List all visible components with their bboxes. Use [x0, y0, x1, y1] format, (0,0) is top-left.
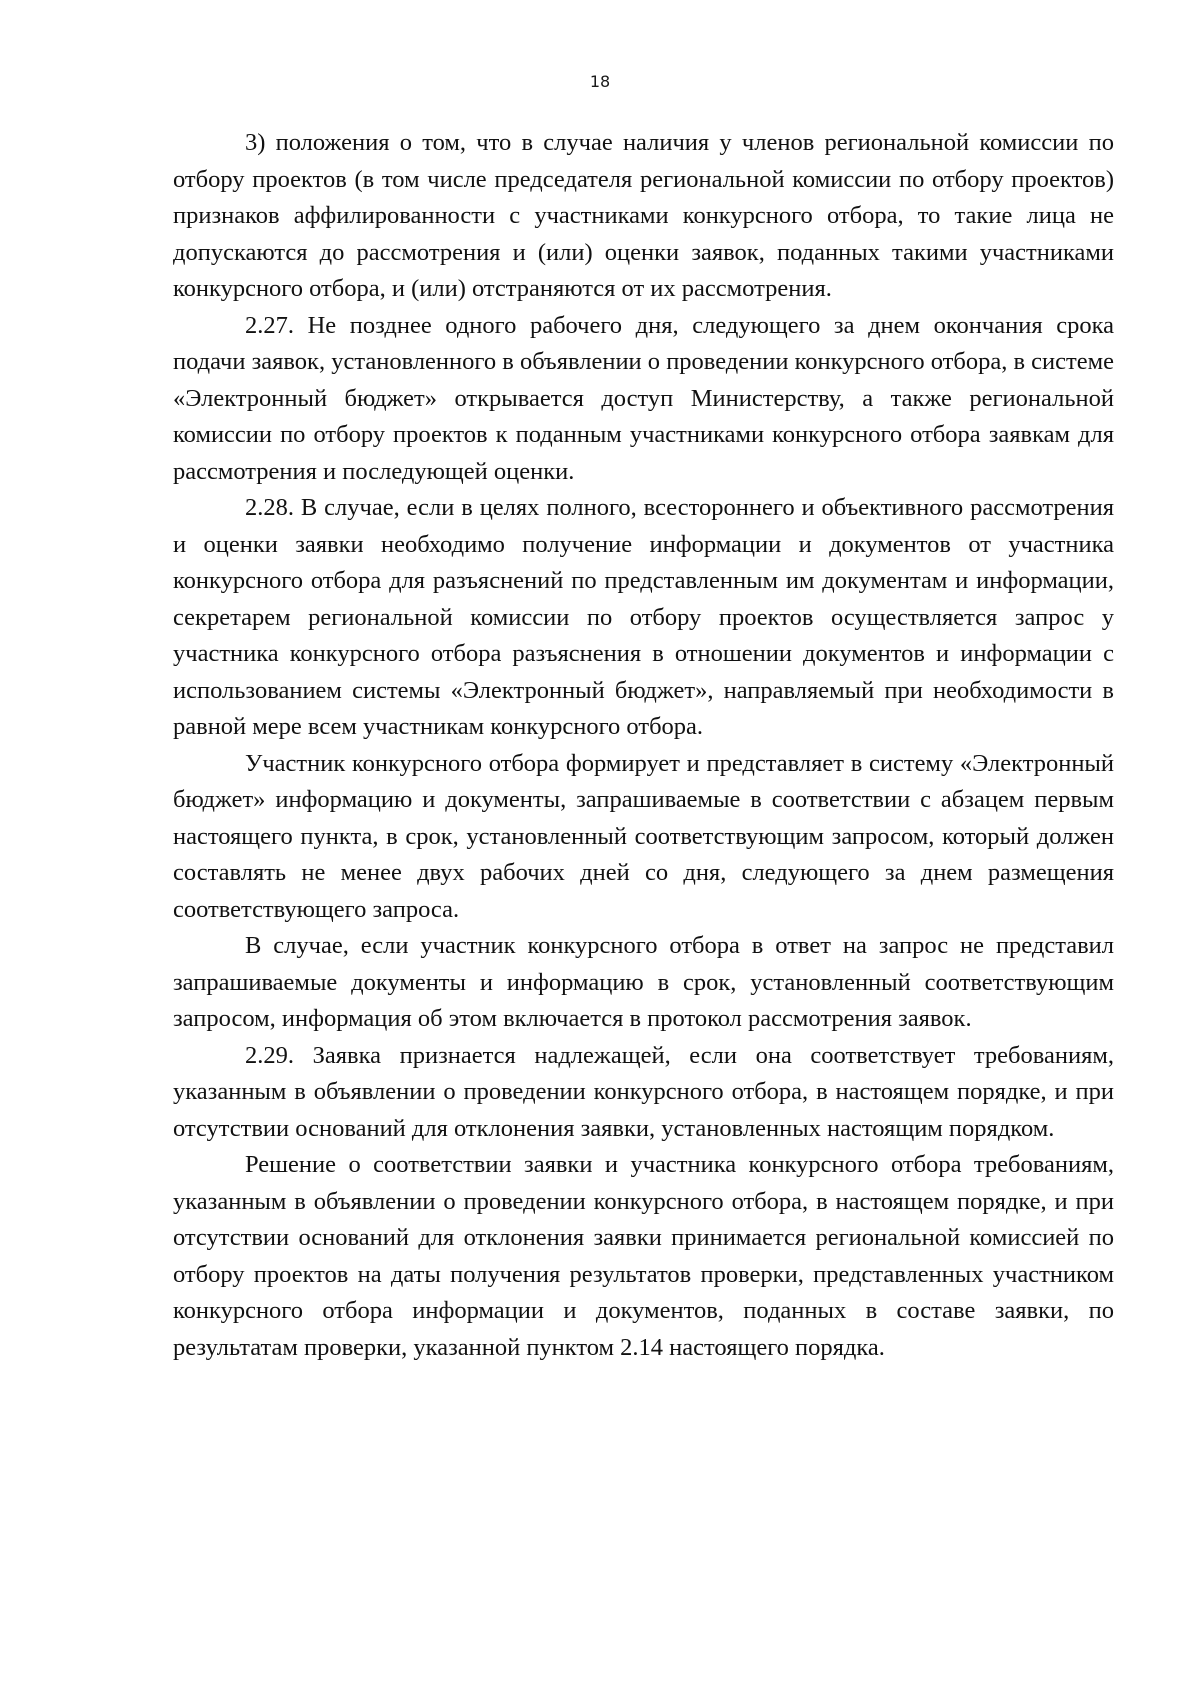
- paragraph-2-29-decision: Решение о соответствии заявки и участника конкурсного отбора требованиям, указанным в объявлении о проведении конкурсного отбора, в настоящем порядке, и при отсутствии оснований для отклонения заявки принимается региональной комиссией по отбору проектов на даты получения результатов проверки, представленных участником конкурсного отбора информации и документов, поданных в составе заявки, по результатам проверки, указанной пунктом 2.14 настоящего порядка.: [173, 1151, 1114, 1361]
- document-body: [173, 125, 1114, 1366]
- paragraph-2-27: 2.27. Не позднее одного рабочего дня, следующего за днем окончания срока подачи заявок, установленного в объявлении о проведении конкурсного отбора, в системе «Электронный бюджет» открывается доступ Министерству, а также региональной комиссии по отбору проектов к поданным участниками конкурсного отбора заявкам для рассмотрения и последующей оценки.: [173, 311, 1114, 485]
- paragraph-2-28: 2.28. В случае, если в целях полного, всестороннего и объективного рассмотрения и оценки заявки необходимо получение информации и документов от участника конкурсного отбора для разъяснений по представленным им документам и информации, секретарем региональной комиссии по отбору проектов осуществляется запрос у участника конкурсного отбора разъяснения в отношении документов и информации с использованием системы «Электронный бюджет», направляемый при необходимости в равной мере всем участникам конкурсного отбора.: [173, 494, 1114, 740]
- paragraph-2-28-response: Участник конкурсного отбора формирует и представляет в систему «Электронный бюджет» информацию и документы, запрашиваемые в соответствии с абзацем первым настоящего пункта, в срок, установленный соответствующим запросом, который должен составлять не менее двух рабочих дней со дня, следующего за днем размещения соответствующего запроса.: [173, 749, 1114, 923]
- page-number: 18: [589, 72, 611, 91]
- paragraph-item-3: 3) положения о том, что в случае наличия у членов региональной комиссии по отбору проектов (в том числе председателя региональной комиссии по отбору проектов) признаков аффилированности с участниками конкурсного отбора, то такие лица не допускаются до рассмотрения и (или) оценки заявок, поданных такими участниками конкурсного отбора, и (или) отстраняются от их рассмотрения.: [173, 129, 1114, 302]
- paragraph-2-28-failure: В случае, если участник конкурсного отбора в ответ на запрос не представил запрашиваемые документы и информацию в срок, установленный соответствующим запросом, информация об этом включается в протокол рассмотрения заявок.: [173, 932, 1114, 1032]
- paragraph-2-29: 2.29. Заявка признается надлежащей, если она соответствует требованиям, указанным в объявлении о проведении конкурсного отбора, в настоящем порядке, и при отсутствии оснований для отклонения заявки, установленных настоящим порядком.: [173, 1041, 1114, 1142]
